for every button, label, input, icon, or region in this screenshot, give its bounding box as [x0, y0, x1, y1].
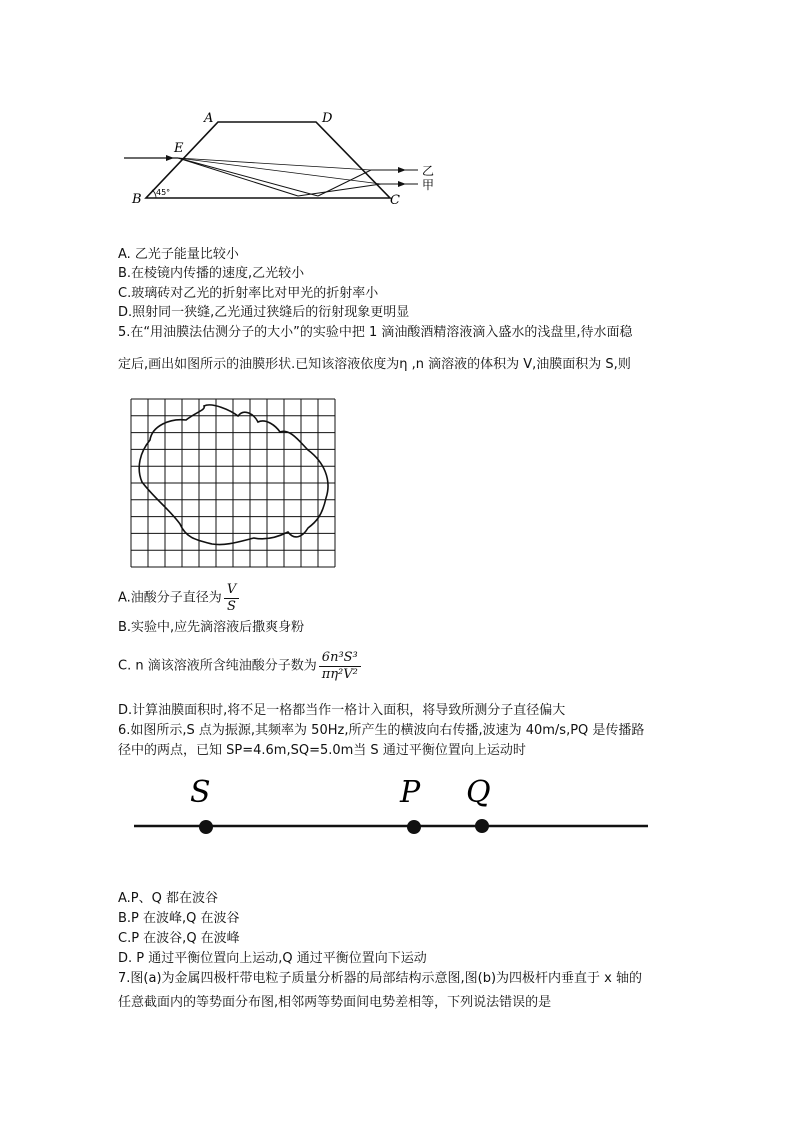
q4-option-b: B.在棱镜内传播的速度,乙光较小 [118, 266, 305, 281]
prism-diagram [118, 108, 458, 220]
angle-label: 45° [156, 188, 171, 197]
q4-option-d: D.照射同一狭缝,乙光通过狭缝后的衍射现象更明显 [118, 305, 410, 320]
exit-arrow-yi [398, 167, 406, 173]
oil-film-outline [139, 405, 328, 545]
label-jia: 甲 [422, 178, 435, 192]
oil-film-grid-diagram [130, 398, 336, 568]
q4-option-c: C.玻璃砖对乙光的折射率比对甲光的折射率小 [118, 286, 379, 301]
ray-upper-inside [178, 158, 371, 170]
label-A: A [204, 111, 214, 126]
q5-stem-line2: 定后,画出如图所示的油膜形状.已知该溶液依度为η ,n 滴溶液的体积为 V,油膜面积为 S,则 [118, 357, 631, 372]
q6-stem-line1: 6.如图所示,S 点为振源,其频率为 50Hz,所产生的横波向右传播,波速为 40m/s,PQ 是传播路 [118, 723, 645, 738]
label-Q: Q [466, 775, 491, 810]
ray-jia-inside [178, 158, 298, 196]
ray-yi-inside [178, 158, 318, 196]
q5-option-a [118, 582, 239, 615]
q7-stem-line1: 7.图(a)为金属四极杆带电粒子质量分析器的局部结构示意图,图(b)为四极杆内垂直于 x 轴的 [118, 971, 642, 986]
exit-arrow-jia [398, 181, 406, 187]
ray-lower-inside [178, 158, 381, 184]
q6-option-b: B.P 在波峰,Q 在波谷 [118, 911, 240, 926]
q5-option-d: D.计算油膜面积时,将不足一格都当作一格计入面积，将导致所测分子直径偏大 [118, 703, 566, 718]
point-S [199, 820, 213, 834]
label-E: E [174, 141, 184, 156]
label-yi: 乙 [422, 164, 435, 178]
q5-option-c-text: C. n 滴该溶液所含纯油酸分子数为 [118, 658, 317, 674]
q7-stem-line2: 任意截面内的等势面分布图,相邻两等势面间电势差相等，下列说法错误的是 [118, 995, 552, 1010]
label-S: S [190, 775, 211, 810]
q5-option-c-fraction [319, 650, 361, 683]
q5-option-c [118, 650, 361, 683]
q5-option-a-numerator: V [224, 582, 239, 599]
q6-option-d: D. P 通过平衡位置向上运动,Q 通过平衡位置向下运动 [118, 951, 427, 966]
wave-source-diagram [130, 768, 660, 848]
q5-option-b: B.实验中,应先滴溶液后撒爽身粉 [118, 620, 305, 635]
q5-option-a-text: A.油酸分子直径为 [118, 590, 222, 606]
label-C: C [390, 193, 400, 208]
q5-option-c-numerator: 6n³S³ [319, 650, 361, 667]
point-Q [475, 819, 489, 833]
q5-option-c-denominator: πη²V² [321, 667, 358, 682]
q5-stem-line1: 5.在“用油膜法估测分子的大小”的实验中把 1 滴油酸酒精溶液滴入盛水的浅盘里,待水面稳 [118, 325, 633, 340]
label-D: D [322, 111, 333, 126]
q6-stem-line2: 径中的两点，已知 SP=4.6m,SQ=5.0m当 S 通过平衡位置向上运动时 [118, 743, 526, 758]
q5-option-a-fraction [224, 582, 239, 615]
ray-yi-reflected [318, 170, 371, 196]
q4-option-a: A. 乙光子能量比较小 [118, 247, 239, 262]
incident-arrow [166, 155, 174, 161]
q6-option-a: A.P、Q 都在波谷 [118, 891, 219, 906]
label-B: B [132, 192, 142, 207]
label-P: P [400, 775, 421, 810]
q5-option-a-denominator: S [227, 599, 236, 614]
q6-option-c: C.P 在波谷,Q 在波峰 [118, 931, 240, 946]
point-P [407, 820, 421, 834]
